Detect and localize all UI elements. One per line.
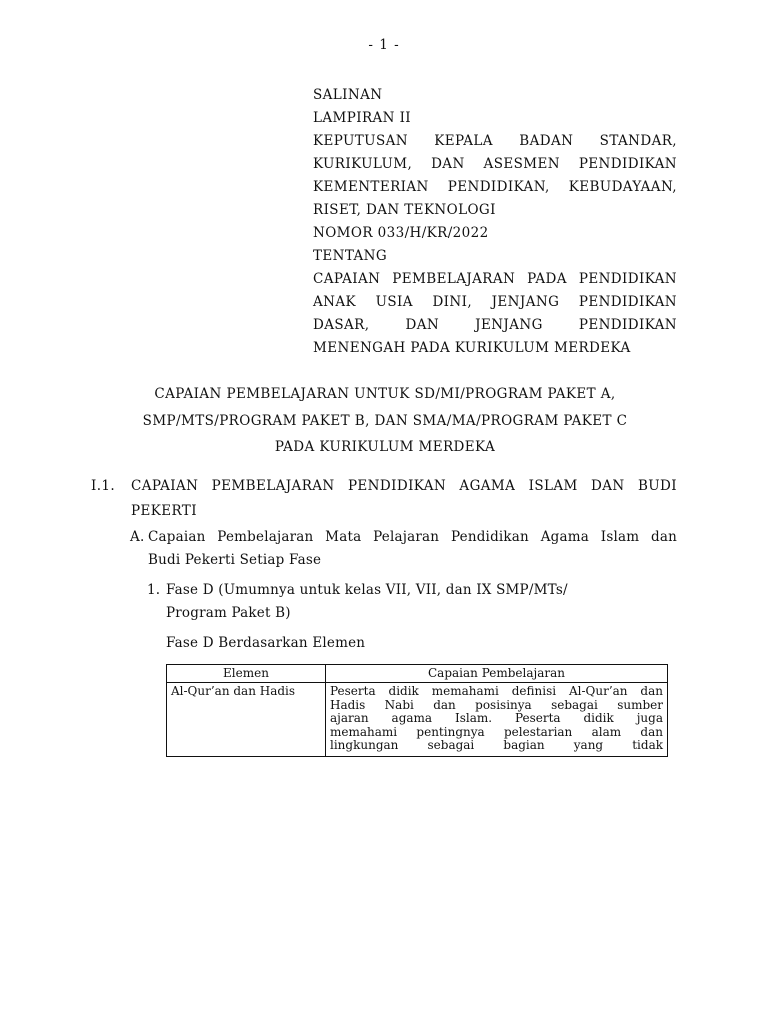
header-line: RISET, DAN TEKNOLOGI: [313, 202, 496, 218]
header-line: NOMOR 033/H/KR/2022: [313, 225, 489, 241]
phase-title-line: Program Paket B): [166, 605, 291, 621]
section-title-line: PEKERTI: [131, 503, 197, 519]
outcome-line: Peserta didik memahami definisi Al-Qur’an dan: [330, 684, 663, 698]
outcome-line: ajaran agama Islam. Peserta didik juga: [330, 711, 663, 725]
page-number: - 1 -: [368, 37, 400, 53]
phase-number: 1.: [147, 582, 161, 598]
decree-header: [313, 84, 677, 360]
title-line: PADA KURIKULUM MERDEKA: [274, 439, 496, 455]
header-line: MENENGAH PADA KURIKULUM MERDEKA: [313, 340, 631, 356]
header-line: TENTANG: [313, 248, 388, 264]
subsection-title-line: Capaian Pembelajaran Mata Pelajaran Pendidikan Agama Islam dan: [148, 529, 677, 545]
table-header-row: [167, 665, 668, 683]
column-header-element: Elemen: [167, 665, 326, 683]
learning-outcomes-table: [166, 664, 668, 757]
outcome-cell: [326, 683, 668, 757]
column-header-outcome: Capaian Pembelajaran: [326, 665, 668, 683]
outcome-line: memahami pentingnya pelestarian alam dan: [330, 724, 663, 739]
subsection-title-line: Budi Pekerti Setiap Fase: [148, 552, 322, 568]
title-line: SMP/MTS/PROGRAM PAKET B, DAN SMA/MA/PROGRAM PAKET C: [142, 412, 628, 429]
header-line: CAPAIAN PEMBELAJARAN PADA PENDIDIKAN: [313, 271, 677, 287]
outcome-line: Hadis Nabi dan posisinya sebagai sumber: [330, 697, 663, 712]
header-line: LAMPIRAN II: [313, 110, 412, 126]
subsection-number: A.: [130, 529, 145, 545]
document-title: [110, 381, 660, 461]
header-line: SALINAN: [313, 87, 383, 103]
header-line: KEPUTUSAN KEPALA BADAN STANDAR,: [313, 133, 677, 149]
header-line: KEMENTERIAN PENDIDIKAN, KEBUDAYAAN,: [313, 179, 677, 195]
phase-subheading: Fase D Berdasarkan Elemen: [166, 635, 366, 651]
element-cell: Al-Qur’an dan Hadis: [167, 683, 326, 757]
phase-title-line: Fase D (Umumnya untuk kelas VII, VII, dan IX SMP/MTs/: [166, 582, 568, 598]
header-line: KURIKULUM, DAN ASESMEN PENDIDIKAN: [313, 156, 677, 172]
section-number: I.1.: [91, 478, 116, 494]
header-line: DASAR, DAN JENJANG PENDIDIKAN: [313, 317, 677, 333]
table-row: [167, 683, 668, 757]
section-title-line: CAPAIAN PEMBELAJARAN PENDIDIKAN AGAMA ISLAM DAN BUDI: [131, 478, 677, 494]
title-line: CAPAIAN PEMBELAJARAN UNTUK SD/MI/PROGRAM PAKET A,: [154, 386, 616, 402]
outcome-line: lingkungan sebagai bagian yang tidak: [330, 738, 663, 752]
header-line: ANAK USIA DINI, JENJANG PENDIDIKAN: [313, 294, 677, 310]
